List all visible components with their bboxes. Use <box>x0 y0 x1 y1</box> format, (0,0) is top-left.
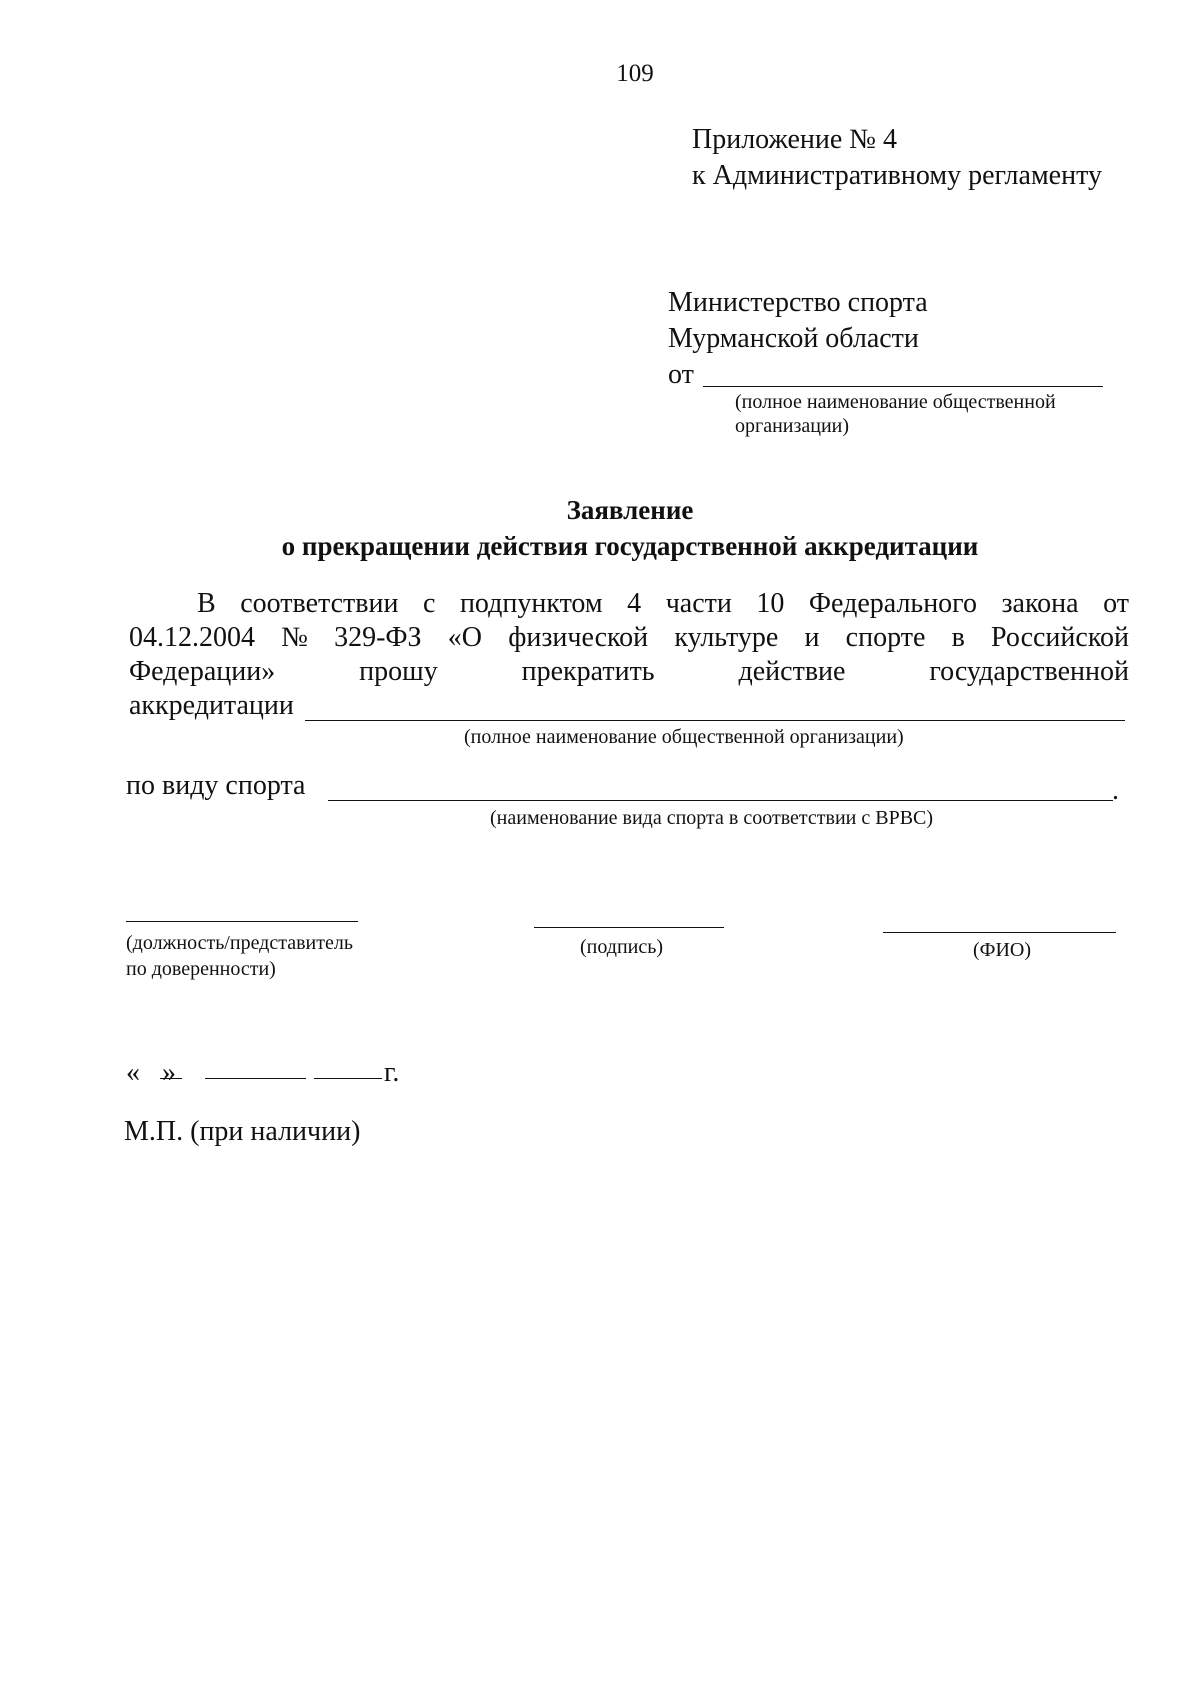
sport-type-hint: (наименование вида спорта в соответствии с ВРВС) <box>490 807 934 829</box>
organization-name-hint <box>735 390 1056 438</box>
recipient-block <box>668 285 928 357</box>
date-close-quote: » <box>162 1057 176 1088</box>
body-line-2 <box>129 622 1129 654</box>
body-word: Федерации» <box>129 656 276 687</box>
body-word: Федерального <box>808 588 977 619</box>
position-hint-line-2: по доверенности) <box>126 958 276 980</box>
body-word: части <box>665 588 732 619</box>
body-word: прекратить <box>521 656 655 687</box>
from-label: от <box>668 359 694 390</box>
body-word: с <box>422 588 436 619</box>
document-title-line-2: о прекращении действия государственной аккредитации <box>281 531 979 561</box>
position-signature-field[interactable] <box>126 921 358 922</box>
body-word: 04.12.2004 <box>129 622 255 653</box>
body-word: соответствии <box>240 588 399 619</box>
month-field[interactable] <box>205 1078 306 1079</box>
body-word: «О <box>447 622 482 653</box>
body-word: государственной <box>929 656 1129 687</box>
sport-label: по виду спорта <box>126 770 306 801</box>
body-line-4: аккредитации <box>129 690 294 721</box>
body-word: 4 <box>627 588 642 619</box>
body-word: 10 <box>756 588 785 619</box>
organization-name-hint-line-2: организации) <box>735 415 850 437</box>
annex-header <box>692 122 1102 194</box>
year-suffix: г. <box>384 1057 400 1088</box>
body-word: в <box>951 622 965 653</box>
page-number: 109 <box>616 60 654 87</box>
recipient-line-1: Министерство спорта <box>668 287 928 318</box>
body-word: прошу <box>359 656 438 687</box>
position-hint-line-1: (должность/представитель <box>126 932 353 954</box>
accreditation-organization-field[interactable] <box>305 720 1125 721</box>
body-word: и <box>804 622 820 653</box>
date-quotes <box>126 1057 176 1089</box>
signature-hint: (подпись) <box>580 936 664 958</box>
accreditation-organization-hint: (полное наименование общественной организации) <box>464 726 904 748</box>
document-title <box>0 492 1200 564</box>
body-word: Российской <box>991 622 1129 653</box>
organization-name-hint-line-1: (полное наименование общественной <box>735 391 1056 413</box>
year-field[interactable] <box>314 1078 382 1079</box>
body-word: действие <box>738 656 846 687</box>
body-line-1 <box>129 588 1129 620</box>
day-field[interactable] <box>160 1078 182 1079</box>
full-name-hint: (ФИО) <box>973 939 1032 961</box>
body-word: от <box>1103 588 1129 619</box>
signature-field[interactable] <box>534 927 724 928</box>
body-word: 329-ФЗ <box>334 622 422 653</box>
body-word: подпунктом <box>459 588 603 619</box>
document-title-line-1: Заявление <box>566 495 694 525</box>
body-word: № <box>281 622 308 653</box>
annex-title: Приложение № 4 <box>692 124 897 155</box>
full-name-field[interactable] <box>883 932 1116 933</box>
sport-type-field[interactable] <box>328 800 1113 801</box>
body-word: спорте <box>845 622 926 653</box>
body-word: физической <box>508 622 649 653</box>
body-word: В <box>197 588 216 619</box>
stamp-placeholder: М.П. (при наличии) <box>124 1116 361 1147</box>
recipient-line-2: Мурманской области <box>668 323 919 354</box>
body-line-3 <box>129 656 1129 688</box>
organization-name-field[interactable] <box>703 386 1103 387</box>
position-hint <box>126 930 353 982</box>
sport-line-end: . <box>1112 775 1119 806</box>
annex-reference: к Административному регламенту <box>692 160 1102 191</box>
body-word: культуре <box>674 622 779 653</box>
date-open-quote: « <box>126 1057 140 1088</box>
body-word: закона <box>1001 588 1079 619</box>
